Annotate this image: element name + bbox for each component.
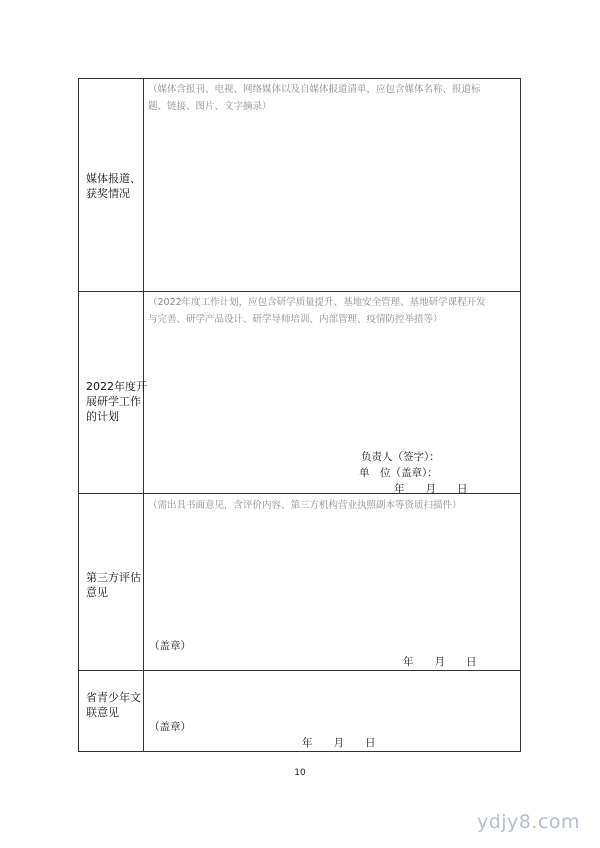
hint-line: （2022年度工作计划，应包含研学质量提升、基地安全管理、基地研学课程开发 (148, 297, 486, 308)
signature-responsible: 负责人（签字）： (361, 451, 440, 463)
label-line: 展研学工作 (86, 395, 141, 408)
stamp-provincial-youth: （盖章） (149, 721, 191, 733)
stamp-third-party: （盖章） (149, 640, 191, 652)
label-line: 2022年度开 (86, 380, 147, 393)
table-border-bottom (78, 751, 521, 752)
hint-third-party (148, 497, 518, 514)
row-label-2022-plan (86, 379, 147, 424)
label-line: 第三方评估 (86, 571, 141, 584)
hint-line: 题、链接、图片、文字摘录） (148, 101, 272, 112)
hint-line: （需出具书面意见，含评价内容、第三方机构营业执照副本等资质扫描件） (148, 500, 462, 511)
date-provincial-youth: 年 月 日 (302, 737, 376, 749)
hint-line: （媒体含报刊、电视、网络媒体以及自媒体报道清单，应包含媒体名称、报道标 (148, 84, 481, 95)
hint-line: 与完善、研学产品设计、研学导师培训、内部管理、疫情防控举措等） (148, 314, 443, 325)
table-border-right (520, 78, 521, 752)
page-number: 10 (294, 768, 306, 778)
label-line: 省青少年文 (86, 691, 141, 704)
signature-unit-stamp: 单 位（盖章）： (359, 467, 438, 479)
row-divider-3 (78, 670, 521, 671)
label-line: 的计划 (86, 410, 119, 423)
label-line: 获奖情况 (86, 187, 130, 200)
label-line: 联意见 (86, 706, 119, 719)
row-label-media-awards (86, 171, 141, 201)
watermark-logo: ydjy8.com (476, 811, 580, 833)
row-divider-1 (78, 291, 521, 292)
label-line: 媒体报道、 (86, 172, 141, 185)
row-label-third-party (86, 570, 141, 600)
row-label-provincial-youth (86, 690, 141, 720)
hint-media-awards (148, 81, 516, 115)
table-border-left (78, 78, 79, 752)
label-line: 意见 (86, 586, 108, 599)
hint-2022-plan (148, 294, 518, 328)
table-border-top (78, 78, 521, 79)
signature-date: 年 月 日 (394, 483, 468, 495)
date-third-party: 年 月 日 (403, 656, 477, 668)
